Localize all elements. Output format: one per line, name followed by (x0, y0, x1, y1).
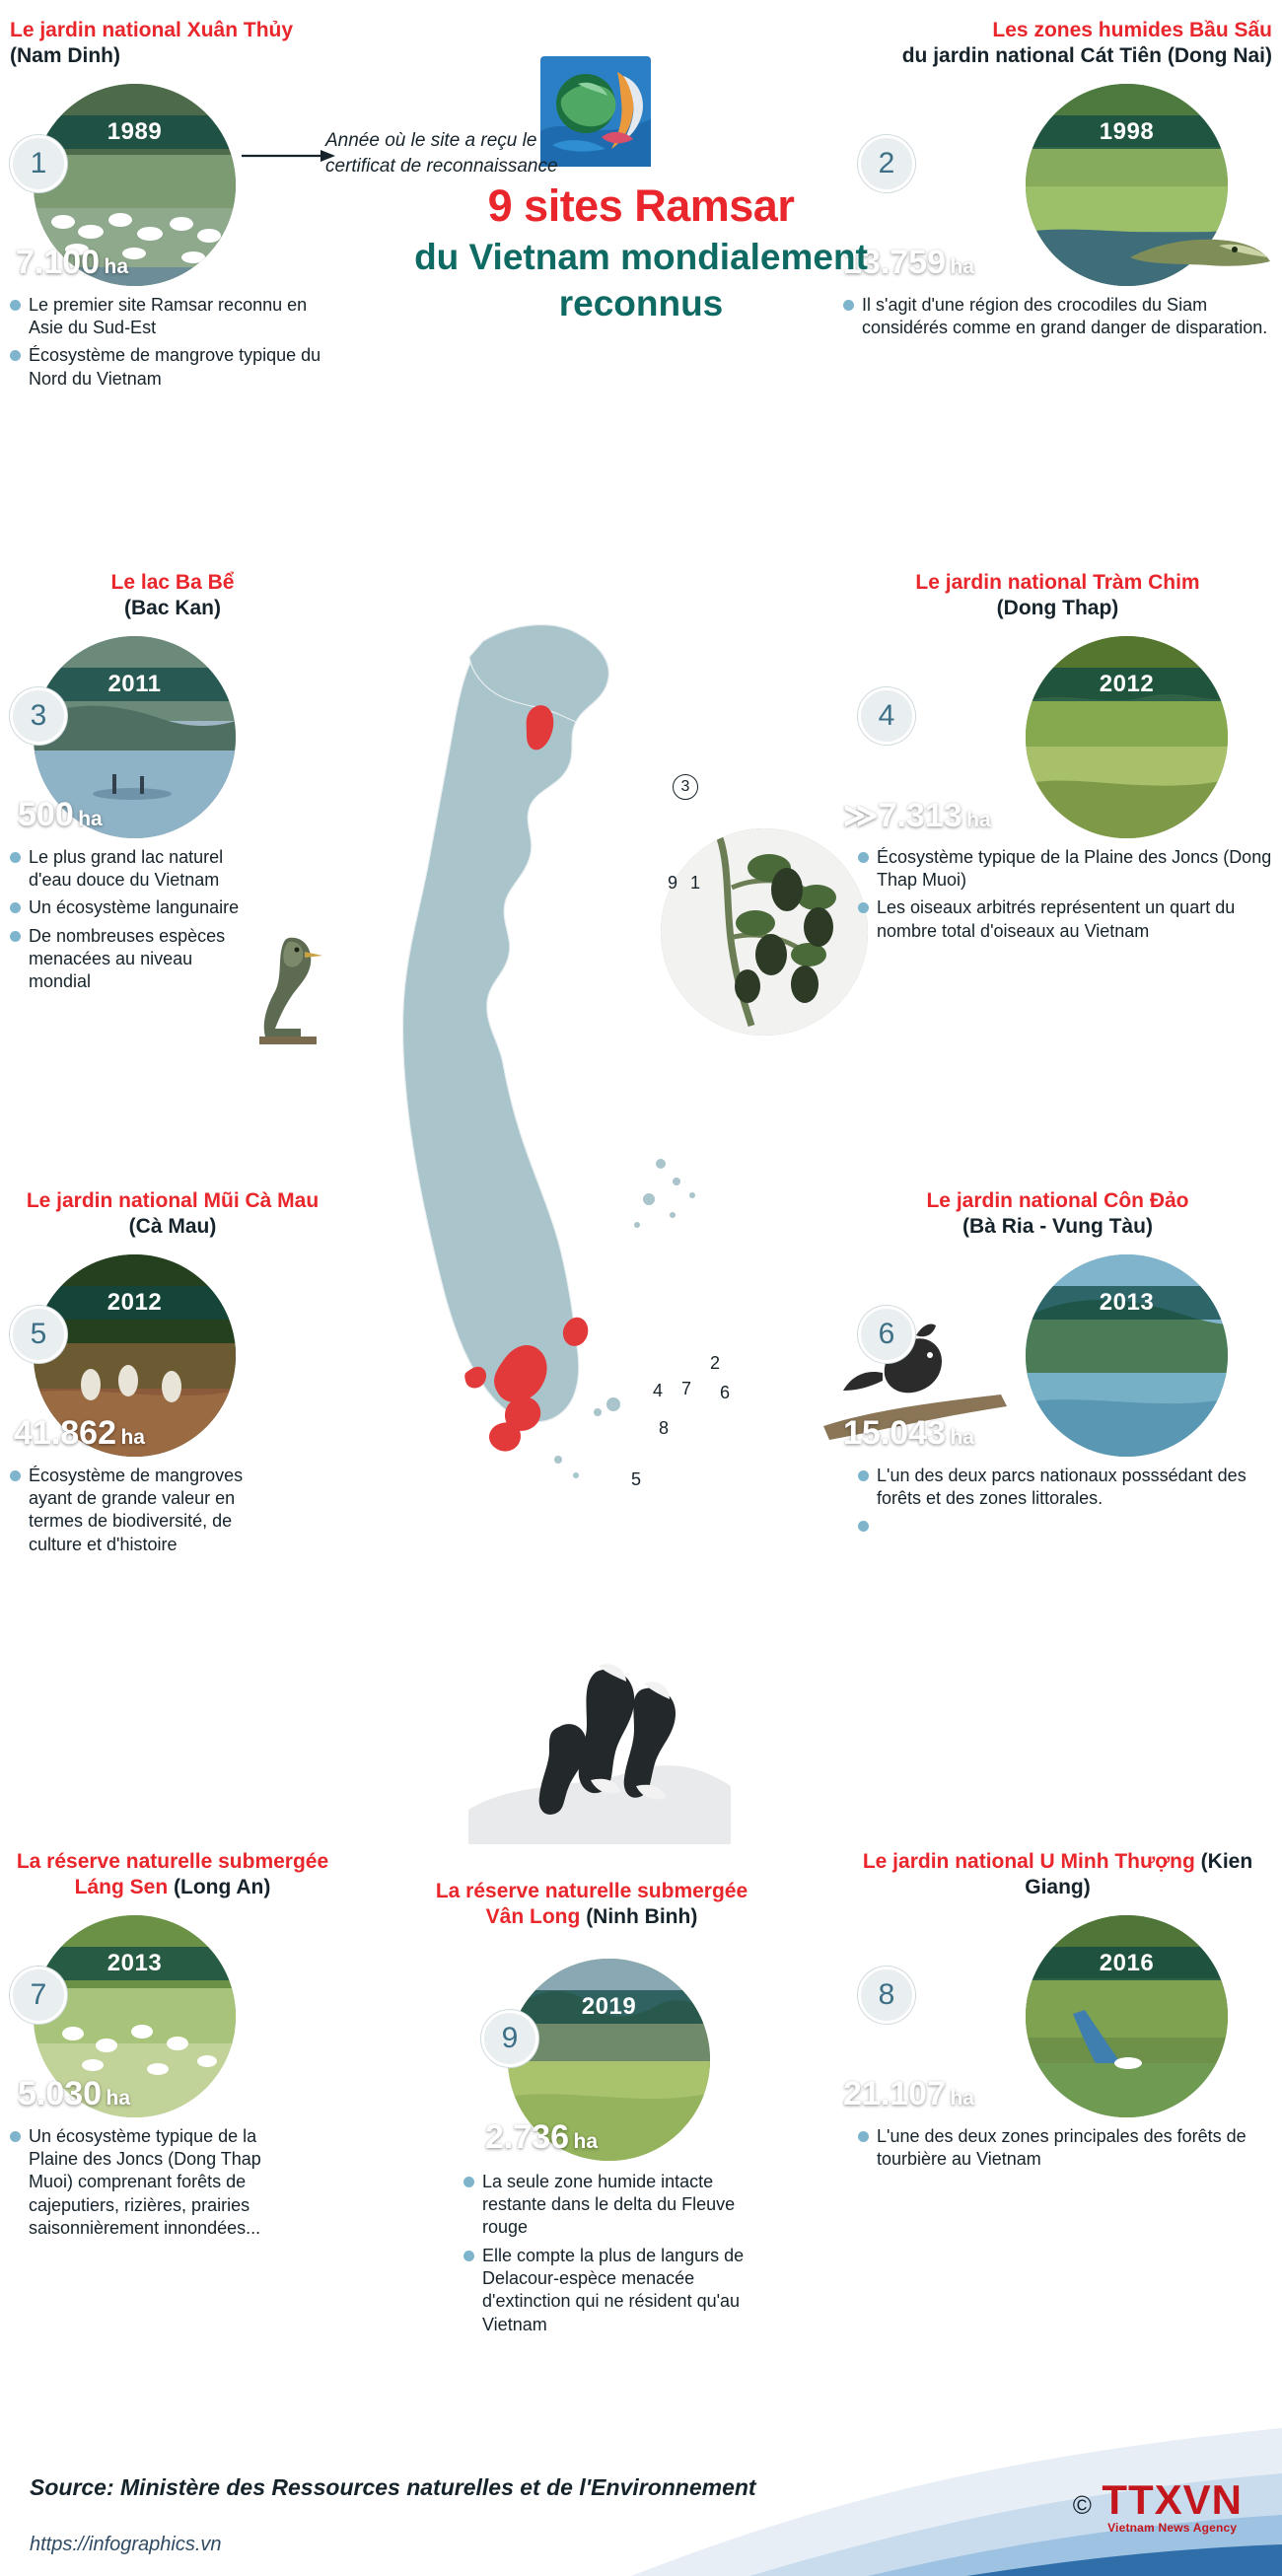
site-4-heading (843, 570, 1272, 622)
site-1-year: 1989 (34, 115, 236, 149)
site-6-photo (1026, 1254, 1228, 1457)
site-3-area-number: 500 (18, 795, 74, 833)
site-8-title-red: Le jardin national U Minh Thượng (862, 1850, 1195, 1873)
bullet-text: Le plus grand lac naturel d'eau douce du Vietnam (29, 846, 224, 890)
site-3-year: 2011 (34, 668, 236, 701)
langur-illustration (449, 1632, 735, 1844)
bullet-dot-icon (463, 2251, 474, 2261)
map-marker-8: 8 (659, 1418, 670, 1438)
bullet-text: L'un des deux parcs nationaux posssédant des forêts et des zones littorales. (877, 1465, 1246, 1508)
bullet-text: Les oiseaux arbitrés représentent un quart du nombre total d'oiseaux au Vietnam (877, 897, 1236, 941)
page-title-line1: 9 sites Ramsar (487, 180, 795, 231)
list-item (10, 846, 256, 893)
site-card-9 (434, 1879, 749, 2341)
site-8-bullets (858, 2125, 1272, 2172)
site-8-year: 2016 (1026, 1947, 1228, 1980)
site-7-area-unit: ha (106, 2086, 131, 2110)
map-marker-4: 4 (653, 1381, 664, 1400)
bullet-dot-icon (10, 852, 21, 863)
site-3-number: 3 (10, 687, 67, 745)
site-7-heading (10, 1849, 335, 1901)
page-title (365, 182, 917, 326)
site-2-area-unit: ha (950, 254, 974, 278)
site-1-bullets (10, 294, 335, 392)
site-6-bullets (858, 1465, 1272, 1533)
site-8-area-number: 21.107 (843, 2074, 946, 2112)
site-4-title-red: Le jardin national Tràm Chim (915, 571, 1200, 594)
list-item (10, 344, 335, 391)
bullet-dot-icon (10, 2131, 21, 2142)
bullet-dot-icon (10, 350, 21, 361)
site-card-3 (10, 570, 335, 999)
site-1-heading (10, 18, 335, 70)
site-2-title-red: Les zones humides Bầu Sấu (992, 19, 1272, 41)
bullet-text: Le premier site Ramsar reconnu en Asie du Sud-Est (29, 294, 308, 337)
site-3-title-red: Le lac Ba Bể (110, 571, 235, 594)
bullet-text: Écosystème de mangrove typique du Nord du Vietnam (29, 345, 321, 389)
site-4-photo (1026, 636, 1228, 838)
site-card-4 (843, 570, 1272, 948)
bullet-text: Elle compte la plus de langurs de Delacour-espèce menacée d'extinction qui ne résident qu'au Vietnam (482, 2245, 745, 2334)
bullet-dot-icon (10, 300, 21, 311)
site-5-area-number: 41.862 (14, 1413, 116, 1452)
list-item (10, 1465, 286, 1557)
site-1-number: 1 (10, 135, 67, 192)
map-marker-9: 9 (668, 873, 678, 893)
site-9-bullets (463, 2171, 759, 2337)
site-5-heading (10, 1188, 335, 1241)
list-item (10, 896, 256, 919)
bullet-text: De nombreuses espèces menacées au niveau mondial (29, 925, 226, 992)
bullet-text: La seule zone humide intacte restante dans le delta du Fleuve rouge (482, 2171, 736, 2238)
site-card-7 (10, 1849, 335, 2245)
site-6-number: 6 (858, 1306, 915, 1363)
map-marker-1: 1 (690, 873, 701, 893)
bullet-dot-icon (858, 2131, 869, 2142)
site-3-area-unit: ha (78, 807, 103, 830)
site-6-area-unit: ha (950, 1425, 974, 1449)
site-2-year: 1998 (1026, 115, 1228, 149)
list-item (10, 925, 256, 994)
site-3-title-dark: (Bac Kan) (123, 597, 222, 620)
site-6-title-dark: (Bà Ria - Vung Tàu) (962, 1215, 1153, 1239)
site-1-area-unit: ha (104, 254, 129, 278)
map-marker-2: 2 (710, 1353, 721, 1373)
site-4-title-dark: (Dong Thap) (996, 597, 1119, 620)
site-7-year: 2013 (34, 1947, 236, 1980)
map-marker-5: 5 (631, 1469, 642, 1489)
bullet-text: Écosystème de mangroves ayant de grande valeur en termes de biodiversité, de culture et d'histoire (29, 1465, 244, 1554)
site-1-area (16, 244, 128, 282)
site-4-number: 4 (858, 687, 915, 745)
site-1-title-dark: (Nam Dinh) (10, 44, 120, 68)
bullet-dot-icon (10, 1470, 21, 1481)
heron-illustration (232, 920, 350, 1048)
list-item (858, 1515, 1272, 1532)
site-6-area-number: 15.043 (843, 1413, 946, 1452)
site-9-title-dark: (Ninh Binh) (586, 1905, 698, 1929)
source-text: Source: Ministère des Ressources naturelles et de l'Environnement (30, 2474, 756, 2500)
site-4-area-number: ≫7.313 (843, 796, 962, 834)
site-8-photo (1026, 1915, 1228, 2117)
list-item (858, 846, 1272, 893)
website-url[interactable]: https://infographics.vn (30, 2534, 222, 2555)
site-8-area-unit: ha (950, 2086, 974, 2110)
site-5-area (14, 1414, 145, 1453)
bullet-text: Écosystème typique de la Plaine des Joncs (Dong Thap Muoi) (877, 846, 1272, 890)
site-5-year: 2012 (34, 1286, 236, 1320)
site-4-area-unit: ha (966, 808, 991, 831)
bullet-dot-icon (858, 902, 869, 913)
site-9-year: 2019 (508, 1990, 710, 2024)
site-9-number: 9 (481, 2010, 538, 2067)
ttxvn-brand-subtitle: Vietnam News Agency (1107, 2521, 1238, 2535)
site-5-number: 5 (10, 1306, 67, 1363)
site-9-title-red: La réserve naturelle submergée Vân Long (435, 1880, 748, 1929)
site-6-heading (843, 1188, 1272, 1241)
site-8-area (843, 2075, 974, 2113)
site-1-area-number: 7.100 (16, 243, 101, 281)
site-7-number: 7 (10, 1967, 67, 2024)
site-3-area (18, 796, 103, 834)
bullet-dot-icon (858, 1521, 869, 1532)
site-5-area-unit: ha (120, 1425, 145, 1449)
site-1-title-red: Le jardin national Xuân Thủy (10, 19, 294, 41)
site-card-8 (843, 1849, 1272, 2176)
list-item (858, 1465, 1272, 1511)
site-6-year: 2013 (1026, 1286, 1228, 1320)
site-7-area (18, 2075, 130, 2113)
map-marker-7: 7 (681, 1379, 692, 1398)
ttxvn-logo (1072, 2476, 1243, 2537)
site-9-area-number: 2.736 (485, 2117, 570, 2156)
site-9-area (485, 2118, 598, 2157)
site-6-title-red: Le jardin national Côn Đảo (926, 1189, 1189, 1212)
list-item (858, 896, 1272, 943)
bullet-dot-icon (858, 1470, 869, 1481)
site-7-title-dark: (Long An) (174, 1876, 271, 1899)
annotation-text: Année où le site a reçu le certificat de reconnaissance (325, 130, 558, 177)
bullet-dot-icon (10, 931, 21, 942)
site-2-number: 2 (858, 135, 915, 192)
bullet-text: Un écosystème langunaire (29, 897, 240, 918)
site-3-heading (10, 570, 335, 622)
page-title-line2: du Vietnam mondialement reconnus (414, 237, 868, 323)
site-3-bullets (10, 846, 256, 994)
copyright-symbol: © (1072, 2490, 1092, 2520)
site-5-bullets (10, 1465, 286, 1557)
site-card-6 (843, 1188, 1272, 1537)
site-7-title-red: La réserve naturelle submergée Láng Sen (16, 1850, 329, 1899)
birds-nesting-photo (661, 828, 868, 1036)
site-5-title-dark: (Cà Mau) (128, 1215, 217, 1239)
list-item (10, 294, 335, 340)
bullet-text: Il s'agit d'une région des crocodiles du Siam considérés comme en grand danger de disparation. (862, 294, 1268, 337)
site-4-bullets (858, 846, 1272, 944)
bullet-text: Un écosystème typique de la Plaine des Joncs (Dong Thap Muoi) comprenant forêts de cajeputiers, rizières, prairies saisonnièrement innondées... (29, 2125, 261, 2239)
site-8-number: 8 (858, 1967, 915, 2024)
site-2-title-dark: du jardin national Cát Tiên (Dong Nai) (901, 44, 1272, 68)
site-9-heading (434, 1879, 749, 1931)
map-marker-3: 3 (673, 774, 698, 800)
bullet-dot-icon (858, 852, 869, 863)
site-card-5 (10, 1188, 335, 1561)
list-item (10, 2125, 306, 2241)
list-item (463, 2245, 759, 2337)
site-2-area-number: 13.759 (843, 243, 946, 281)
list-item (463, 2171, 759, 2240)
site-card-1 (10, 18, 335, 395)
site-6-area (843, 1414, 974, 1453)
site-9-area-unit: ha (573, 2129, 599, 2153)
bullet-dot-icon (463, 2177, 474, 2187)
list-item (858, 2125, 1272, 2172)
bullet-dot-icon (10, 902, 21, 913)
annotation-arrow-icon (242, 146, 335, 166)
site-4-area (843, 796, 991, 835)
site-8-heading (843, 1849, 1272, 1901)
map-marker-6: 6 (720, 1383, 731, 1402)
crocodile-illustration (1124, 206, 1272, 285)
ttxvn-brand-name: TTXVN (1102, 2476, 1243, 2523)
site-7-bullets (10, 2125, 306, 2241)
site-8-title-dark: (Kien Giang) (1025, 1850, 1253, 1899)
site-5-title-red: Le jardin national Mũi Cà Mau (26, 1189, 320, 1212)
site-7-area-number: 5.030 (18, 2074, 103, 2112)
bullet-text: L'une des deux zones principales des forêts de tourbière au Vietnam (877, 2125, 1246, 2169)
site-4-year: 2012 (1026, 668, 1228, 701)
site-2-heading (843, 18, 1272, 70)
